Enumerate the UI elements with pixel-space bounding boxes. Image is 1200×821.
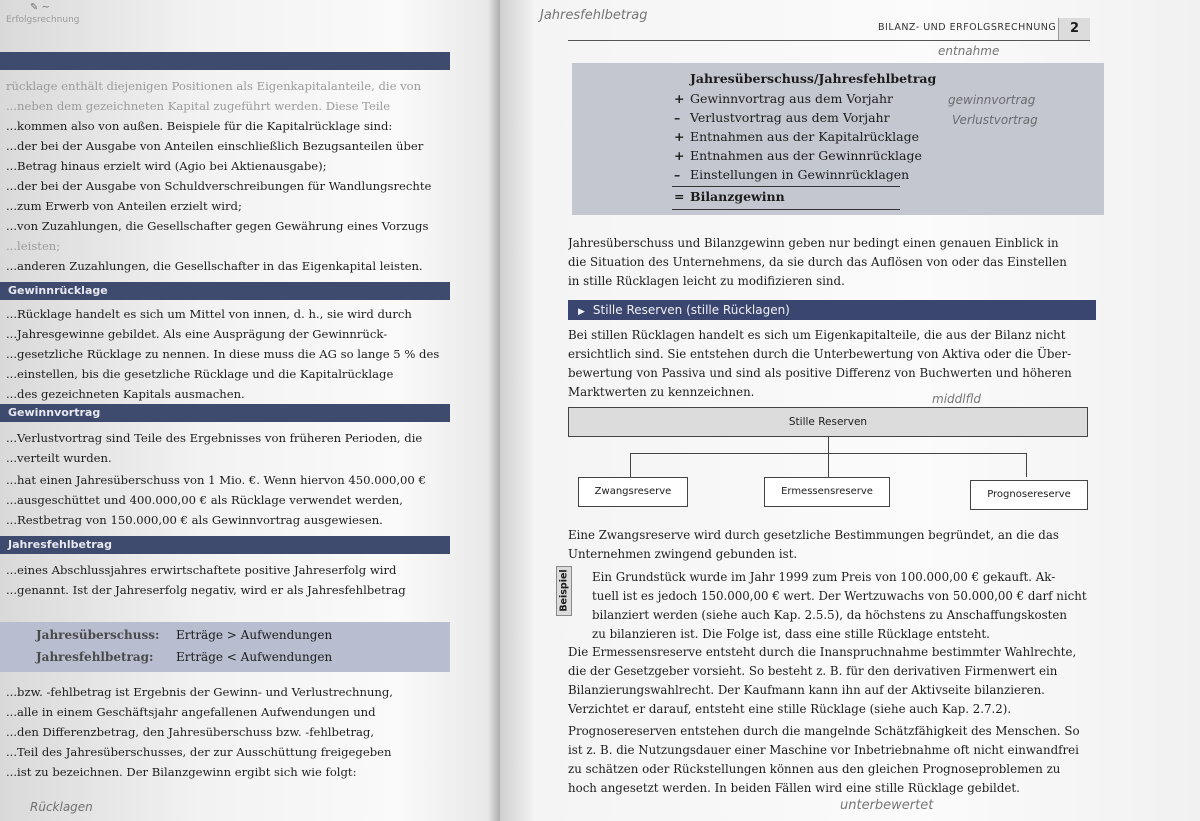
text-line: ...ausgeschüttet und 400.000,00 € als Rücklage verwendet werden, [6,493,403,507]
section-heading-gewinnruecklage: Gewinnrücklage [0,282,450,300]
text-line: ...Jahresgewinne gebildet. Als eine Ausprägung der Gewinnrück- [6,327,388,341]
text-line: ...genannt. Ist der Jahreserfolg negativ, wird er als Jahresfehlbetrag [6,583,406,597]
handwritten-note: middlfld [932,392,981,406]
calc-operator: + [674,148,685,163]
handwritten-note: entnahme [938,44,1000,58]
section-heading-jahresfehlbetrag: Jahresfehlbetrag [0,536,450,554]
text-line: ...einstellen, bis die gesetzliche Rücklage und die Kapitalrücklage [6,367,394,381]
header-rule [568,40,1090,41]
section-heading-gewinnvortrag: Gewinnvortrag [0,404,450,422]
calc-item: Gewinnvortrag aus dem Vorjahr [690,91,894,106]
handwritten-note: Rücklagen [30,800,93,814]
handwritten-note: Verlustvortrag [952,113,1038,127]
formula-key: Jahresfehlbetrag: [36,650,154,664]
diagram-child-prognosereserve: Prognosereserve [970,480,1088,510]
text-line: ...Rücklage handelt es sich um Mittel von innen, d. h., sie wird durch [6,307,412,321]
text-line: Marktwerten zu kennzeichnen. [568,385,755,399]
text-line: ...bzw. -fehlbetrag ist Ergebnis der Gewinn- und Verlustrechnung, [6,685,393,699]
diagram-child-zwangsreserve: Zwangsreserve [578,477,688,507]
text-line: ...Teil des Jahresüberschusses, der zur Ausschüttung freigegeben [6,745,392,759]
calc-item: Verlustvortrag aus dem Vorjahr [690,110,890,125]
calc-rule [672,209,900,210]
text-line: hoch angesetzt werden. In beiden Fällen wird eine stille Rücklage gebildet. [568,781,1020,795]
example-tag [556,566,572,616]
running-head: BILANZ- UND ERFOLGSRECHNUNG [878,22,1057,33]
text-line: ...hat einen Jahresüberschuss von 1 Mio. €. Wenn hiervon 450.000,00 € [6,473,426,487]
example-label: Beispiel [558,569,570,612]
calc-operator: – [674,110,681,125]
text-line: ...der bei der Ausgabe von Schuldverschreibungen für Wandlungsrechte [6,179,432,193]
text-line: die der Gesetzgeber vorsieht. So besteht z. B. für den derivativen Firmenwert ein [568,664,1058,678]
text-line: Jahresüberschuss und Bilanzgewinn geben nur bedingt einen genauen Einblick in [568,236,1059,250]
page-number: 2 [1058,18,1090,40]
diagram-connector [630,453,631,477]
calc-operator: + [674,91,685,106]
calc-rule [672,186,900,187]
text-line: ...Verlustvortrag sind Teile des Ergebnisses von früheren Perioden, die [6,431,423,445]
calc-result: Bilanzgewinn [690,189,785,204]
diagram-connector [828,453,829,477]
text-line: Unternehmen zwingend gebunden ist. [568,547,798,561]
text-line: Eine Zwangsreserve wird durch gesetzliche Bestimmungen begründet, an die das [568,528,1059,542]
example-line: tuell ist es jedoch 150.000,00 € wert. Der Wertzuwachs von 50.000,00 € darf nicht [592,589,1087,603]
text-line: die Situation des Unternehmens, da sie durch das Auflösen von oder das Einstellen [568,255,1067,269]
text-line: Verzichtet er darauf, entsteht eine stille Rücklage (siehe auch Kap. 2.7.2). [568,702,1012,716]
text-line: ...Betrag hinaus erzielt wird (Agio bei Aktienausgabe); [6,159,327,173]
left-page [0,0,500,821]
calc-item: Entnahmen aus der Kapitalrücklage [690,129,919,144]
section-heading-kapitalruecklage [0,52,450,70]
calc-item: Entnahmen aus der Gewinnrücklage [690,148,922,163]
calc-first-line: Jahresüberschuss/Jahresfehlbetrag [690,71,937,86]
text-line: bewertung von Passiva und sind als positive Differenz von Buchwerten und höheren [568,366,1072,380]
calc-operator: – [674,167,681,182]
left-running-head: Erfolgsrechnung [6,15,80,25]
text-line: rücklage enthält diejenigen Positionen als Eigenkapitalanteile, die von [6,79,422,93]
handwritten-note: ✎ ~ [30,2,50,13]
right-page [500,0,1200,821]
text-line: Die Ermessensreserve entsteht durch die Inanspruchnahme bestimmter Wahlrechte, [568,645,1077,659]
example-line: Ein Grundstück wurde im Jahr 1999 zum Preis von 100.000,00 € gekauft. Ak- [592,570,1056,584]
text-line: ...gesetzliche Rücklage zu nennen. In diese muss die AG so lange 5 % des [6,347,440,361]
text-line: Bilanzierungswahlrecht. Der Kaufmann kann ihn auf der Aktivseite bilanzieren. [568,683,1045,697]
text-line: ...der bei der Ausgabe von Anteilen einschließlich Bezugsanteilen über [6,139,424,153]
text-line: ...kommen also von außen. Beispiele für die Kapitalrücklage sind: [6,119,393,133]
text-line: ersichtlich sind. Sie entstehen durch die Unterbewertung von Aktiva oder die Über- [568,347,1072,361]
text-line: ...des gezeichneten Kapitals ausmachen. [6,387,245,401]
text-line: ...anderen Zuzahlungen, die Gesellschafter in das Eigenkapital leisten. [6,259,423,273]
text-line: ...den Differenzbetrag, den Jahresüberschuss bzw. -fehlbetrag, [6,725,375,739]
example-line: bilanziert werden (siehe auch Kap. 2.5.5), da höchstens zu Anschaffungskosten [592,608,1067,622]
formula-value: Erträge > Aufwendungen [176,628,333,642]
text-line: Bei stillen Rücklagen handelt es sich um Eigenkapitalteile, die aus der Bilanz nicht [568,328,1066,342]
text-line: ...von Zuzahlungen, die Gesellschafter gegen Gewährung eines Vorzugs [6,219,429,233]
text-line: ...ist zu bezeichnen. Der Bilanzgewinn ergibt sich wie folgt: [6,765,357,779]
diagram-child-ermessensreserve: Ermessensreserve [764,477,890,507]
text-line: zu schätzen oder Rückstellungen können aus den gleichen Prognoseproblemen zu [568,762,1061,776]
calc-item: Einstellungen in Gewinnrücklagen [690,167,910,182]
example-line: zu bilanzieren ist. Die Folge ist, dass eine stille Rücklage entsteht. [592,627,990,641]
text-line: in stille Rücklagen leicht zu modifizieren sind. [568,274,845,288]
calc-operator: = [674,189,685,204]
text-line: ...neben dem gezeichneten Kapital zugeführt werden. Diese Teile [6,99,391,113]
text-line: ist z. B. die Nutzungsdauer einer Maschine vor Inbetriebnahme oft nicht einwandfrei [568,743,1079,757]
calc-operator: + [674,129,685,144]
text-line: ...leisten; [6,239,61,253]
diagram-root-box: Stille Reserven [568,407,1088,437]
handwritten-note: gewinnvortrag [948,93,1036,107]
handwritten-note: Jahresfehlbetrag [540,8,648,23]
bilanzgewinn-calculation-box [572,63,1104,215]
handwritten-note: unterbewertet [840,798,934,813]
text-line: ...verteilt wurden. [6,451,112,465]
formula-box [0,622,450,672]
diagram-connector [1026,453,1027,477]
text-line: Prognosereserven entstehen durch die mangelnde Schätzfähigkeit des Menschen. So [568,724,1080,738]
diagram-connector [828,437,829,453]
formula-key: Jahresüberschuss: [36,628,160,642]
section-heading-text: Stille Reserven (stille Rücklagen) [592,303,790,317]
formula-value: Erträge < Aufwendungen [176,650,333,664]
text-line: ...zum Erwerb von Anteilen erzielt wird; [6,199,242,213]
text-line: ...eines Abschlussjahres erwirtschaftete positive Jahreserfolg wird [6,563,397,577]
text-line: ...Restbetrag von 150.000,00 € als Gewinnvortrag ausgewiesen. [6,513,383,527]
text-line: ...alle in einem Geschäftsjahr angefallenen Aufwendungen und [6,705,376,719]
section-heading-stille-reserven: ▶ Stille Reserven (stille Rücklagen) [568,300,1096,320]
